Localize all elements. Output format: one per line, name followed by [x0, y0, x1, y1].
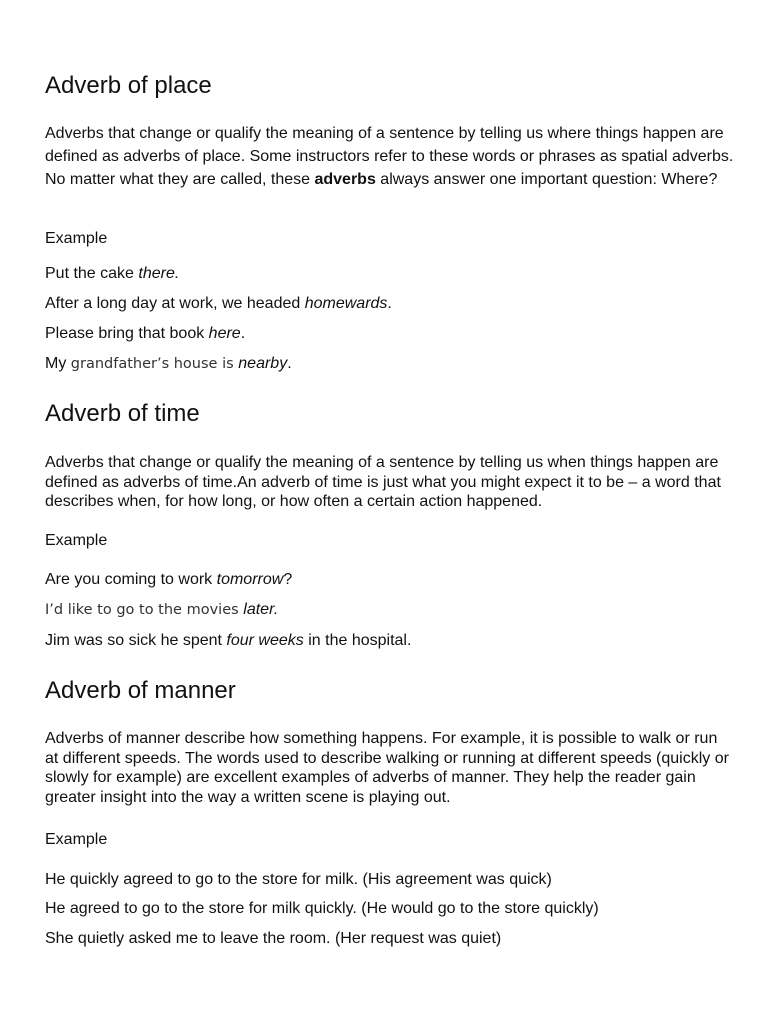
- example-sentence: My grandfather’s house is nearby.: [45, 355, 292, 372]
- example-sentence: Jim was so sick he spent four weeks in the hospital.: [45, 632, 412, 649]
- heading-adverb-of-manner: Adverb of manner: [45, 677, 236, 704]
- example-sentence: Please bring that book here.: [45, 325, 246, 342]
- adverb-emphasis: homewards: [304, 295, 388, 312]
- paragraph-adverb-of-place: [45, 122, 735, 191]
- adverb-emphasis: tomorrow: [216, 571, 284, 588]
- example-sentence: After a long day at work, we headed homewards.: [45, 295, 392, 312]
- bold-term: adverbs: [314, 171, 376, 188]
- example-sentence: He quickly agreed to go to the store for milk. (His agreement was quick): [45, 871, 552, 888]
- example-sentence: She quietly asked me to leave the room. (Her request was quiet): [45, 930, 502, 947]
- paragraph-adverb-of-time: Adverbs that change or qualify the meaning of a sentence by telling us when things happen are defined as adverbs of time.An adverb of time is just what you might expect it to be – a word that describes when, for how long, or how often a certain action happened.: [45, 454, 721, 510]
- adverb-emphasis: nearby: [238, 355, 288, 372]
- example-sentence: I’d like to go to the movies later.: [45, 601, 279, 618]
- adverb-emphasis: four weeks: [226, 632, 304, 649]
- adverb-emphasis: later.: [243, 601, 279, 618]
- example-sentence: Put the cake there.: [45, 265, 180, 282]
- heading-adverb-of-time: Adverb of time: [45, 400, 200, 427]
- example-sentence: Are you coming to work tomorrow?: [45, 571, 293, 588]
- example-label: Example: [45, 230, 108, 247]
- paragraph-text: Adverbs that change or qualify the meaning of a sentence by telling us where things happen are defined as adverbs of place. Some instructors refer to these words or phrases as spatial adverbs. No matter what they are called, these: [45, 125, 734, 188]
- adverb-emphasis: there.: [138, 265, 180, 282]
- example-label: Example: [45, 831, 108, 848]
- paragraph-adverb-of-manner: Adverbs of manner describe how something happens. For example, it is possible to walk or run at different speeds. The words used to describe walking or running at different speeds (quickly or slowly for example) are excellent examples of adverbs of manner. They help the reader gain greater insight into the way a written scene is playing out.: [45, 730, 729, 806]
- adverb-emphasis: here: [208, 325, 241, 342]
- example-sentence: He agreed to go to the store for milk quickly. (He would go to the store quickly): [45, 900, 599, 917]
- heading-adverb-of-place: Adverb of place: [45, 72, 212, 99]
- example-label: Example: [45, 532, 108, 549]
- paragraph-text: always answer one important question: Where?: [375, 171, 718, 188]
